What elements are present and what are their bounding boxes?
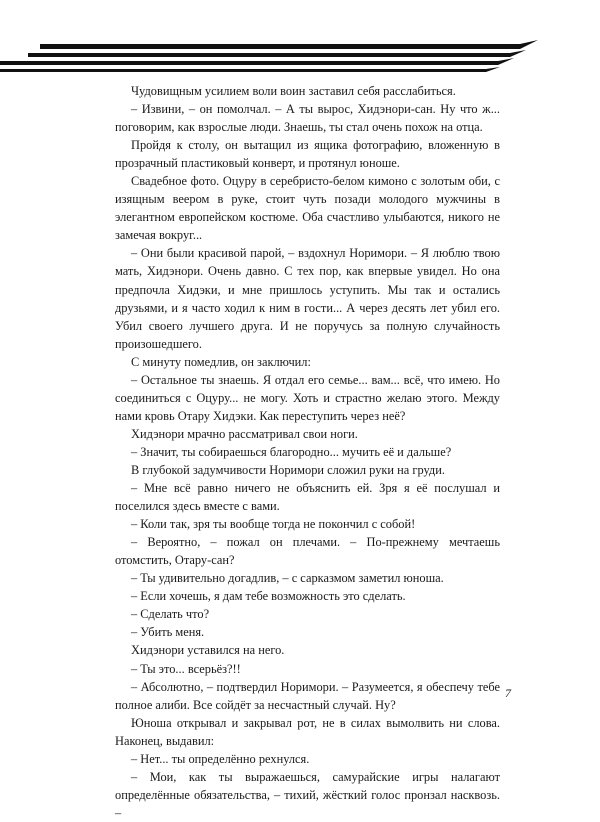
paragraph: С минуту помедлив, он заключил: xyxy=(131,354,311,369)
paragraph: – Извини, – он помолчал. – А ты вырос, Хидэнори-сан. Ну что ж... поговорим, как взрослые люди. Знаешь, ты стал очень похож на отца. xyxy=(115,102,500,135)
paragraph: – Значит, ты собираешься благородно... мучить её и дальше? xyxy=(131,444,452,459)
paragraph: Пройдя к столу, он вытащил из ящика фотографию, вложенную в прозрачный пластиковый конверт, и протянул юноше. xyxy=(115,138,500,171)
paragraph: – Мне всё равно ничего не объяснить ей. Зря я её послушал и поселился здесь вместе с вами. xyxy=(115,481,500,514)
paragraph: – Нет... ты определённо рехнулся. xyxy=(131,751,310,766)
header-rule-2 xyxy=(28,50,526,57)
header-rule-4 xyxy=(0,67,500,72)
paragraph: – Убить меня. xyxy=(131,625,205,640)
header-rule-3 xyxy=(0,58,514,65)
paragraph: – Абсолютно, – подтвердил Норимори. – Разумеется, я обеспечу тебе полное алиби. Все сойдёт за несчастный случай. Ну? xyxy=(115,679,500,712)
paragraph: – Ты это... всерьёз?!! xyxy=(131,661,241,676)
paragraph: – Если хочешь, я дам тебе возможность это сделать. xyxy=(131,589,406,604)
paragraph: – Ты удивительно догадлив, – с сарказмом заметил юноша. xyxy=(131,571,444,586)
paragraph: – Вероятно, – пожал он плечами. – По-прежнему мечтаешь отомстить, Отару-сан? xyxy=(115,535,500,568)
paragraph: – Остальное ты знаешь. Я отдал его семье... вам... всё, что имею. Но соединиться с Оцуру... не могу. Хоть и страстно желаю этого. Между нами кровь Отару Хидэки. Как переступить через неё? xyxy=(115,372,500,423)
page-number: 7 xyxy=(505,686,511,700)
header-rule-1 xyxy=(40,40,538,49)
paragraph: – Мои, как ты выражаешься, самурайские игры налагают определённые обязательства, – тихий, жёсткий голос пронзал насквозь. – xyxy=(115,769,500,820)
paragraph: – Они были красивой парой, – вздохнул Норимори. – Я люблю твою мать, Хидэнори. Очень давно. С тех пор, как впервые увидел. Но она предпочла Хидэки, и мне пришлось уступить. Мы так и остались друзьями, и я часто ходил к ним в гости... А через десять лет убил его. Убил своего лучшего друга. И не поручусь за полную случайность произошедшего. xyxy=(115,246,500,351)
paragraph: Чудовищным усилием воли воин заставил себя расслабиться. xyxy=(131,84,456,98)
paragraph: В глубокой задумчивости Норимори сложил руки на груди. xyxy=(131,462,445,477)
paragraph: – Коли так, зря ты вообще тогда не покончил с собой! xyxy=(131,517,416,532)
paragraph: Свадебное фото. Оцуру в серебристо-белом кимоно с золотым оби, с изящным веером в руке, стоит чуть позади молодого мужчины в элегантном европейском костюме. Оба счастливо улыбаются, никого не замечая вокруг... xyxy=(115,174,500,243)
paragraph: Хидэнори уставился на него. xyxy=(131,643,285,658)
paragraph: Хидэнори мрачно рассматривал свои ноги. xyxy=(131,426,358,441)
paragraph: Юноша открывал и закрывал рот, не в силах вымолвить ни слова. Наконец, выдавил: xyxy=(115,715,500,748)
header-decorative-rules xyxy=(0,0,600,80)
body-text xyxy=(115,82,500,822)
paragraph: – Сделать что? xyxy=(131,607,210,622)
